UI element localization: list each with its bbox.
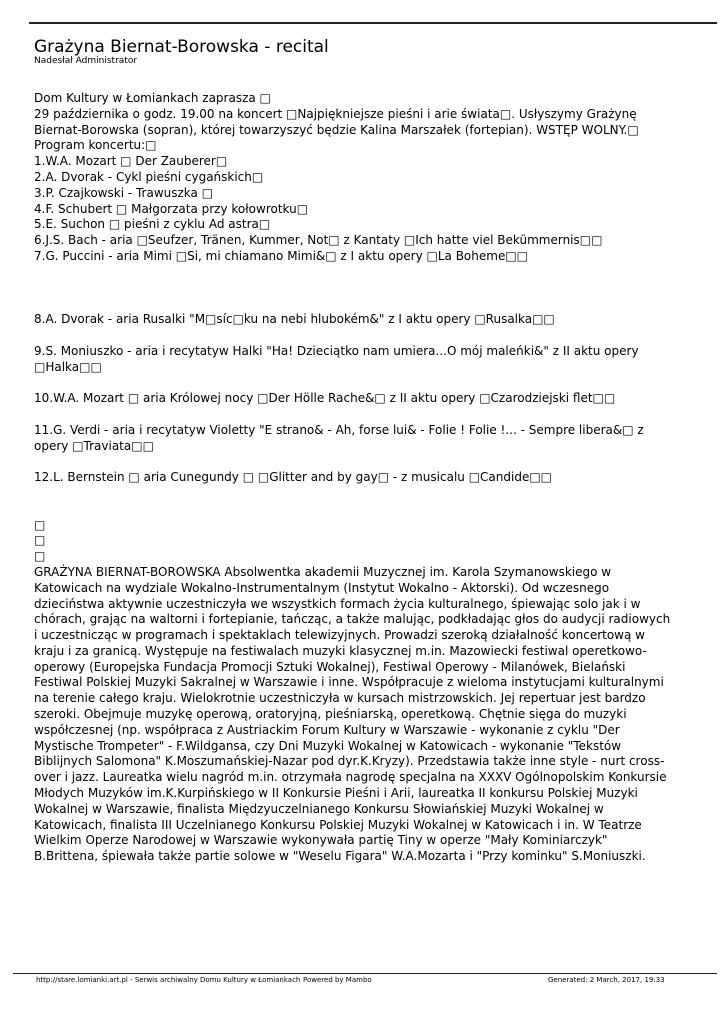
program-item-9: 9.S. Moniuszko - aria i recytatyw Halki "Ha! Dzieciątko nam umiera...O mój maleńki&" z II aktu opery □Halka□□	[34, 343, 639, 374]
bio-line: chórach, grając na waltorni i fortepianie, tańcząc, a także malując, podkładając głos do audycji radiowych	[34, 612, 671, 627]
footer-powered-by: Powered by Mambo	[303, 976, 372, 984]
program-item: 5.E. Suchon □ pieśni z cyklu Ad astra□	[34, 217, 271, 232]
byline: Nadesłał Administrator	[34, 56, 138, 66]
program-item: 6.J.S. Bach - aria □Seufzer, Tränen, Kummer, Not□ z Kantaty □Ich hatte viel Bekümmernis□□	[34, 233, 603, 248]
bio-line: Festiwal Polskiej Muzyki Sakralnej w Warszawie i inne. Współpracuje z wieloma instytucjami kulturalnymi	[34, 675, 664, 690]
bio-line: szeroki. Obejmuje muzykę operową, oratoryjną, pieśniarską, operetkową. Chętnie sięga do muzyki	[34, 707, 627, 722]
bio-line: dzieciństwa aktywnie uczestniczyła we wszystkich formach życia kulturalnego, śpiewając solo jak i w	[34, 596, 641, 611]
intro-line: Program koncertu:□	[34, 138, 157, 153]
box-glyph: □	[34, 533, 46, 548]
article-title: Grażyna Biernat-Borowska - recital	[34, 37, 329, 57]
intro-block	[34, 91, 702, 154]
bio-line: B.Brittena, śpiewała także partie solowe w "Weselu Figara" W.A.Mozarta i "Przy kominku" S.Moniuszki.	[34, 849, 646, 864]
bio-line: Katowicach na wydziale Wokalno-Instrumentalnym (Instytut Wokalno - Aktorski). Od wczesnego	[34, 580, 610, 595]
bio-line: Wielkim Operze Narodowej w Warszawie wykonywała partię Tiny w operze "Mały Kominiarczyk"	[34, 833, 608, 848]
bio-line: Mystische Trompeter" - F.Wildgansa, czy Dni Muzyki Wokalnej w Katowicach - wykonanie "Tekstów	[34, 738, 622, 753]
program-item-8: 8.A. Dvorak - aria Rusalki "M□síc□ku na nebi hlubokém&" z I aktu opery □Rusalka□□	[34, 312, 555, 327]
article-body	[34, 91, 702, 865]
program-item: 4.F. Schubert □ Małgorzata przy kołowrotku□	[34, 201, 309, 216]
program-item: 2.A. Dvorak - Cykl pieśni cygańskich□	[34, 169, 264, 184]
biography	[34, 565, 702, 865]
intro-line: 29 października o godz. 19.00 na koncert □Najpiękniejsze pieśni i arie świata□. Usłyszymy Grażynę	[34, 106, 637, 121]
intro-line: Dom Kultury w Łomiankach zaprasza □	[34, 91, 271, 105]
program-item: 7.G. Puccini - aria Mimi □Si, mi chiamano Mimi&□ z I aktu opery □La Boheme□□	[34, 248, 529, 263]
program-item-12: 12.L. Bernstein □ aria Cunegundy □ □Glitter and by gay□ - z musicalu □Candide□□	[34, 470, 553, 485]
intro-line: Biernat-Borowska (sopran), której towarzyszyć będzie Kalina Marszałek (fortepian). WSTĘP WOLNY.□	[34, 122, 639, 137]
footer-url: http://stare.lomianki.art.pl - Serwis archiwalny Domu Kultury w Łomiankach	[36, 976, 301, 984]
footer-rule	[13, 973, 717, 974]
bio-line: współczesnej (np. współpraca z Austriackim Forum Kultury w Warszawie - wykonanie z cyklu "Der	[34, 722, 620, 737]
bio-line: kraju i za granicą. Występuje na festiwalach muzyki klasycznej m.in. Mazowiecki festiwal operetkowo-	[34, 643, 647, 658]
bio-line: Wokalnej w Warszawie, finalista Międzyuczelnianego Konkursu Słowiańskiej Muzyki Wokalnej w	[34, 801, 604, 816]
placeholder-boxes	[34, 518, 702, 565]
program-item: 1.W.A. Mozart □ Der Zauberer□	[34, 154, 228, 169]
bio-line: Młodych Muzyków im.K.Kurpińskiego w II Konkursie Pieśni i Arii, laureatka II konkursu Polskiej Muzyki	[34, 786, 638, 801]
bio-line: operowy (Europejska Fundacja Promocji Sztuki Wokalnej), Festiwal Operowy - Milanówek, Bielański	[34, 659, 626, 674]
bio-line: Biblijnych Salomona" K.Moszumańskiej-Nazar pod dyr.K.Kryzy). Przedstawia także inne style - nurt cross-	[34, 754, 665, 769]
program-item-10: 10.W.A. Mozart □ aria Królowej nocy □Der Hölle Rache&□ z II aktu opery □Czarodziejski flet□□	[34, 391, 616, 406]
bio-line: over i jazz. Laureatka wielu nagród m.in. otrzymała nagrodę specjalna na XXXV Ogólnopolskim Konkursie	[34, 770, 667, 785]
program-item-11: 11.G. Verdi - aria i recytatyw Violetty "E strano& - Ah, forse lui& - Folie ! Folie !... - Sempre libera&□ z opery □Traviata□□	[34, 422, 644, 453]
program-list	[34, 154, 702, 265]
bio-line: na terenie całego kraju. Wielokrotnie uczestniczyła w kursach mistrzowskich. Jej repertuar jest bardzo	[34, 691, 646, 706]
box-glyph: □	[34, 549, 46, 564]
box-glyph: □	[34, 517, 46, 532]
bio-line: Katowicach, finalista III Uczelnianego Konkursu Polskiej Muzyki Wokalnej w Katowicach i in. W Teatrze	[34, 817, 642, 832]
header-rule	[29, 22, 717, 24]
bio-line: i uczestnicząc w programach i spektaklach telewizyjnych. Prowadzi szeroką działalność koncertową w	[34, 628, 645, 643]
program-item: 3.P. Czajkowski - Trawuszka □	[34, 185, 214, 200]
bio-line: GRAŻYNA BIERNAT-BOROWSKA Absolwentka akademii Muzycznej im. Karola Szymanowskiego w	[34, 564, 612, 579]
footer-generated: Generated: 2 March, 2017, 19:33	[548, 976, 665, 984]
